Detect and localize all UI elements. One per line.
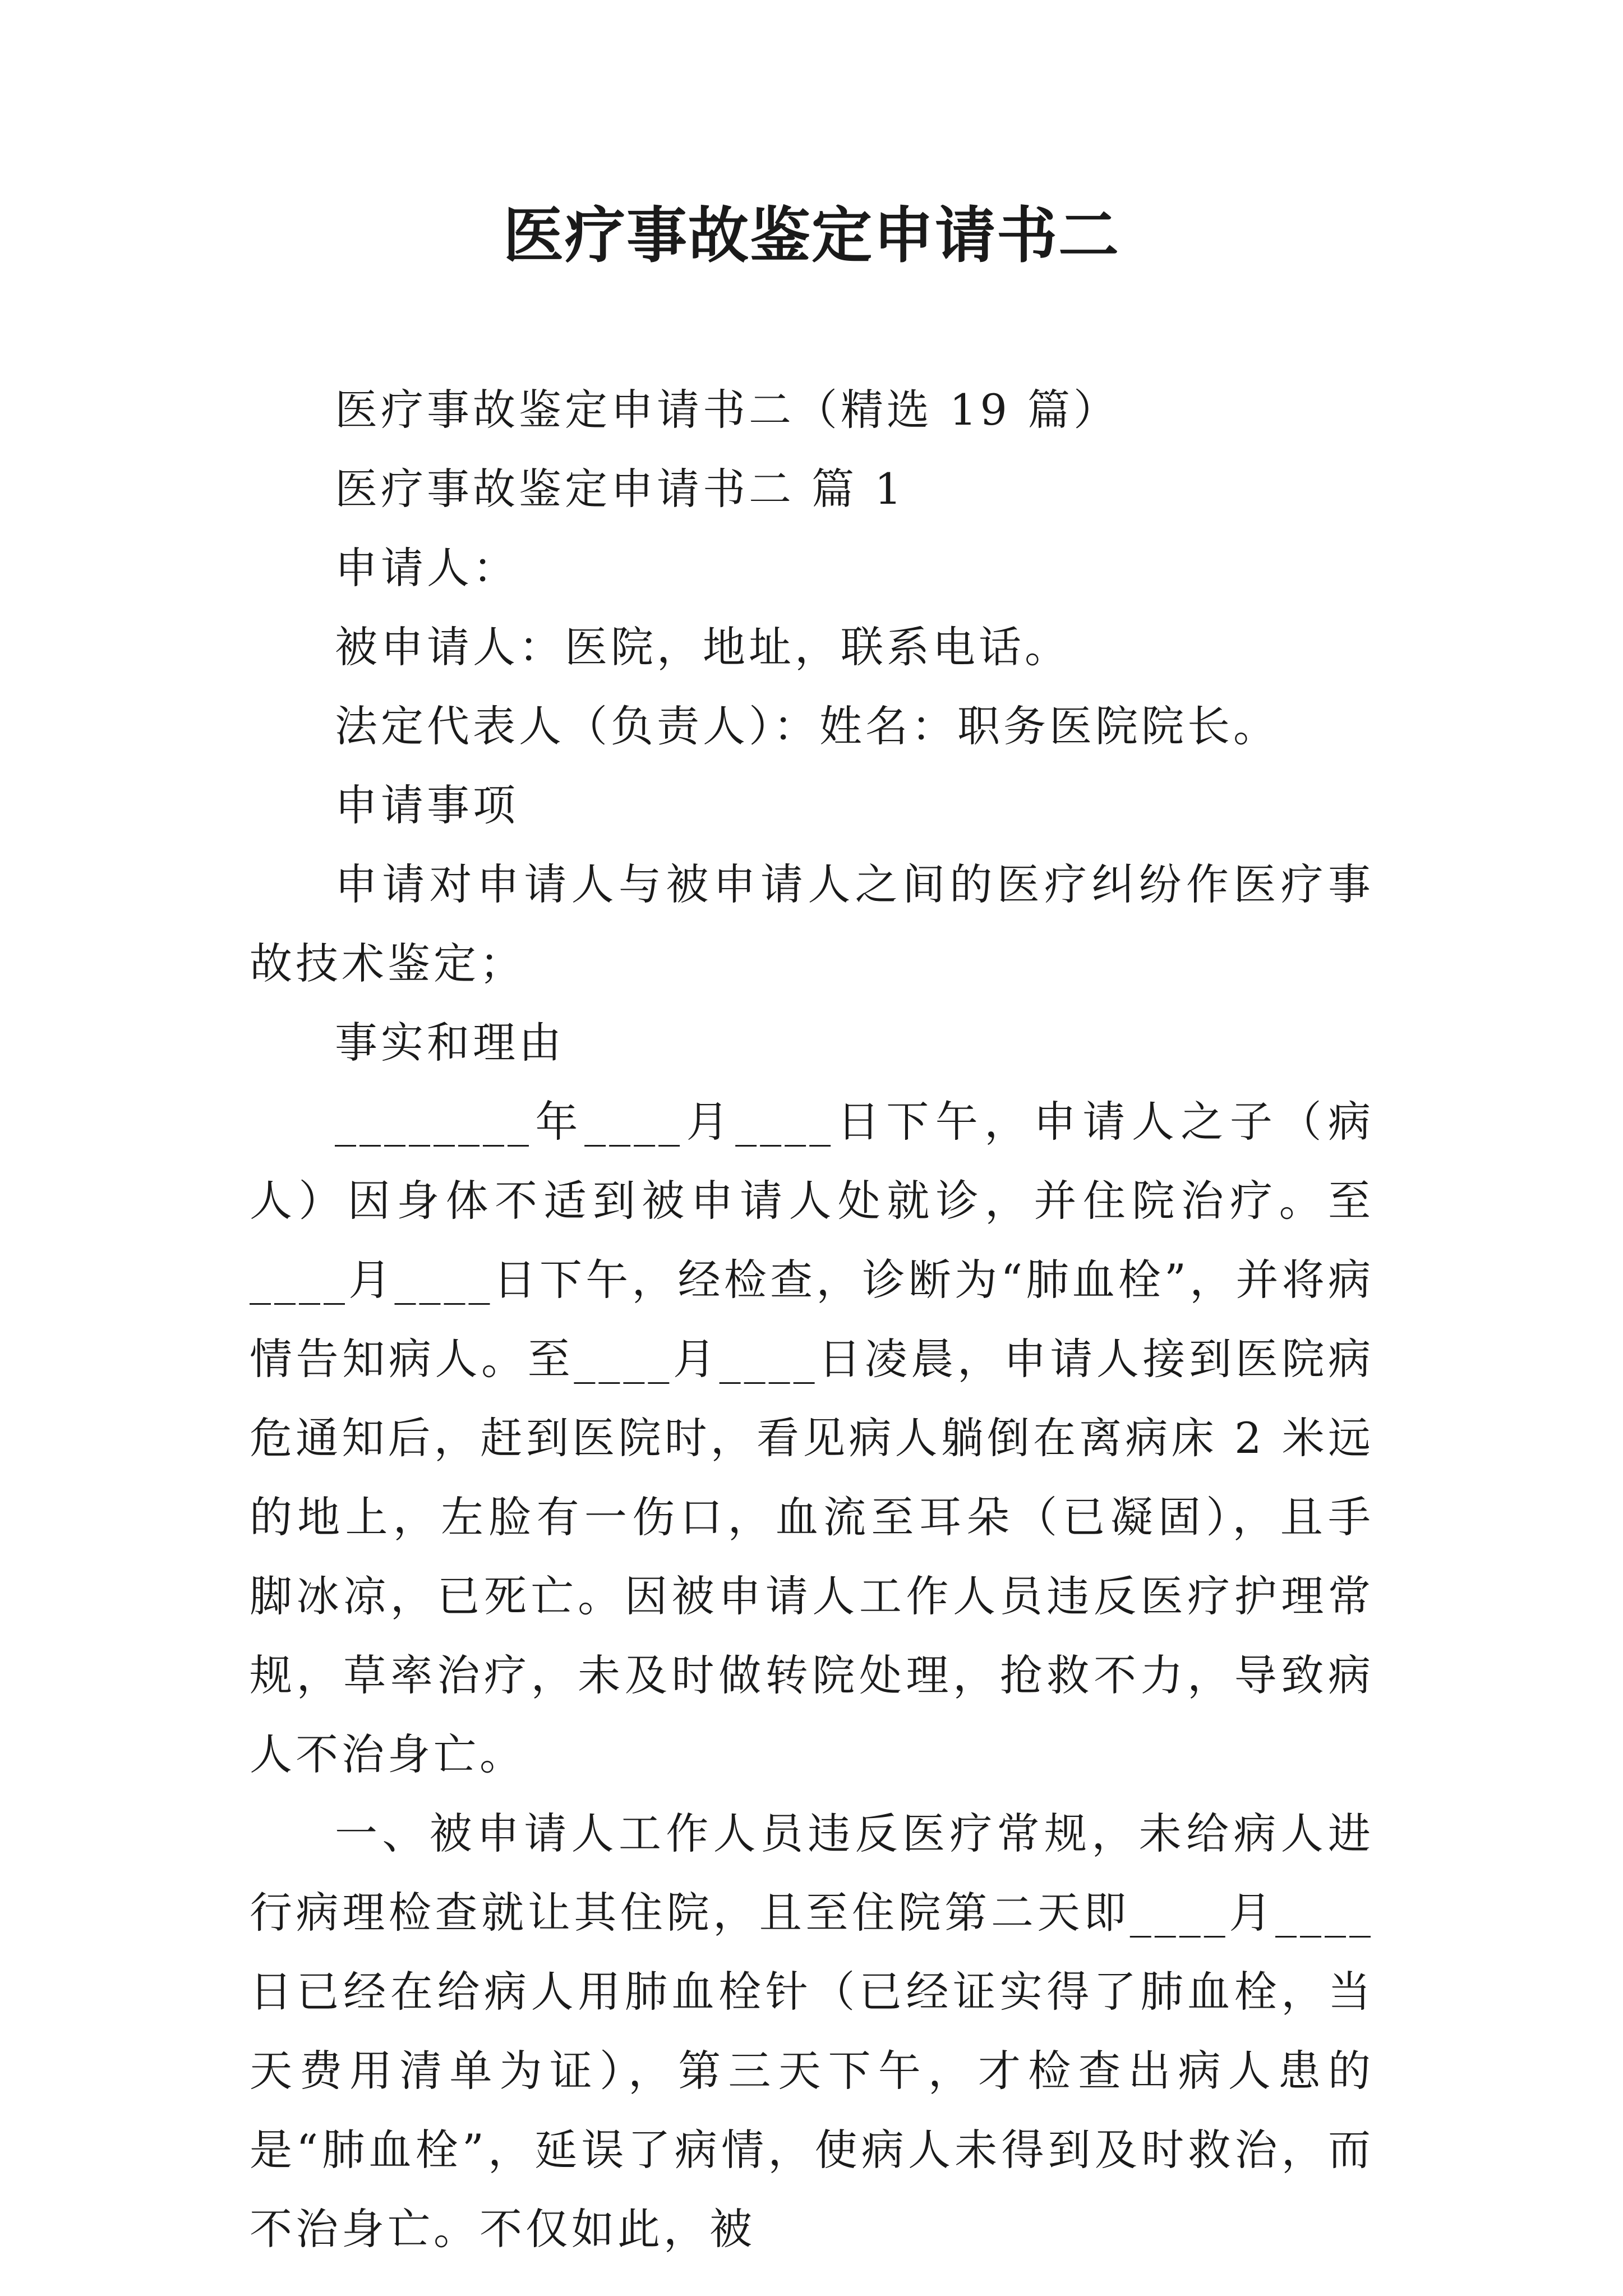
subtitle-line: 医疗事故鉴定申请书二（精选 19 篇） (335, 385, 1120, 435)
legal-representative-line: 法定代表人（负责人）：姓名：职务医院院长。 (335, 701, 1279, 751)
facts-paragraph: ________年____月____日下午，申请人之子（病人）因身体不适到被申请人处就诊，并住院治疗。至____月____日下午，经检查，诊断为“肺血栓”，并将病情告知病人。至____月____日凌晨，申请人接到医院病危通知后，赶到医院时，看见病人躺倒在离病床 2 米远的地上，左脸有一伤口，血流至耳朵（已凝固），且手脚冰凉，已死亡。因被申请人工作人员违反医疗护理常规，草率治疗，未及时做转院处理，抢救不力，导致病人不治身亡。 (250, 1097, 1374, 1779)
request-paragraph: 申请对申请人与被申请人之间的医疗纠纷作医疗事故技术鉴定； (250, 859, 1374, 988)
point-one-paragraph: 一、被申请人工作人员违反医疗常规，未给病人进行病理检查就让其住院，且至住院第二天即____月____日已经在给病人用肺血栓针（已经证实得了肺血栓，当天费用清单为证），第三天下午，才检查出病人患的是“肺血栓”，延误了病情，使病人未得到及时救治，而不治身亡。不仅如此，被 (250, 1809, 1374, 2254)
request-items-heading: 申请事项 (335, 780, 519, 830)
document-title: 医疗事故鉴定申请书二 (502, 200, 1120, 271)
document-body (250, 370, 1374, 2269)
applicant-line: 申请人： (335, 543, 519, 593)
respondent-line: 被申请人：医院，地址，联系电话。 (335, 622, 1071, 672)
section-heading: 医疗事故鉴定申请书二 篇 1 (335, 464, 905, 514)
facts-heading: 事实和理由 (335, 1018, 565, 1068)
